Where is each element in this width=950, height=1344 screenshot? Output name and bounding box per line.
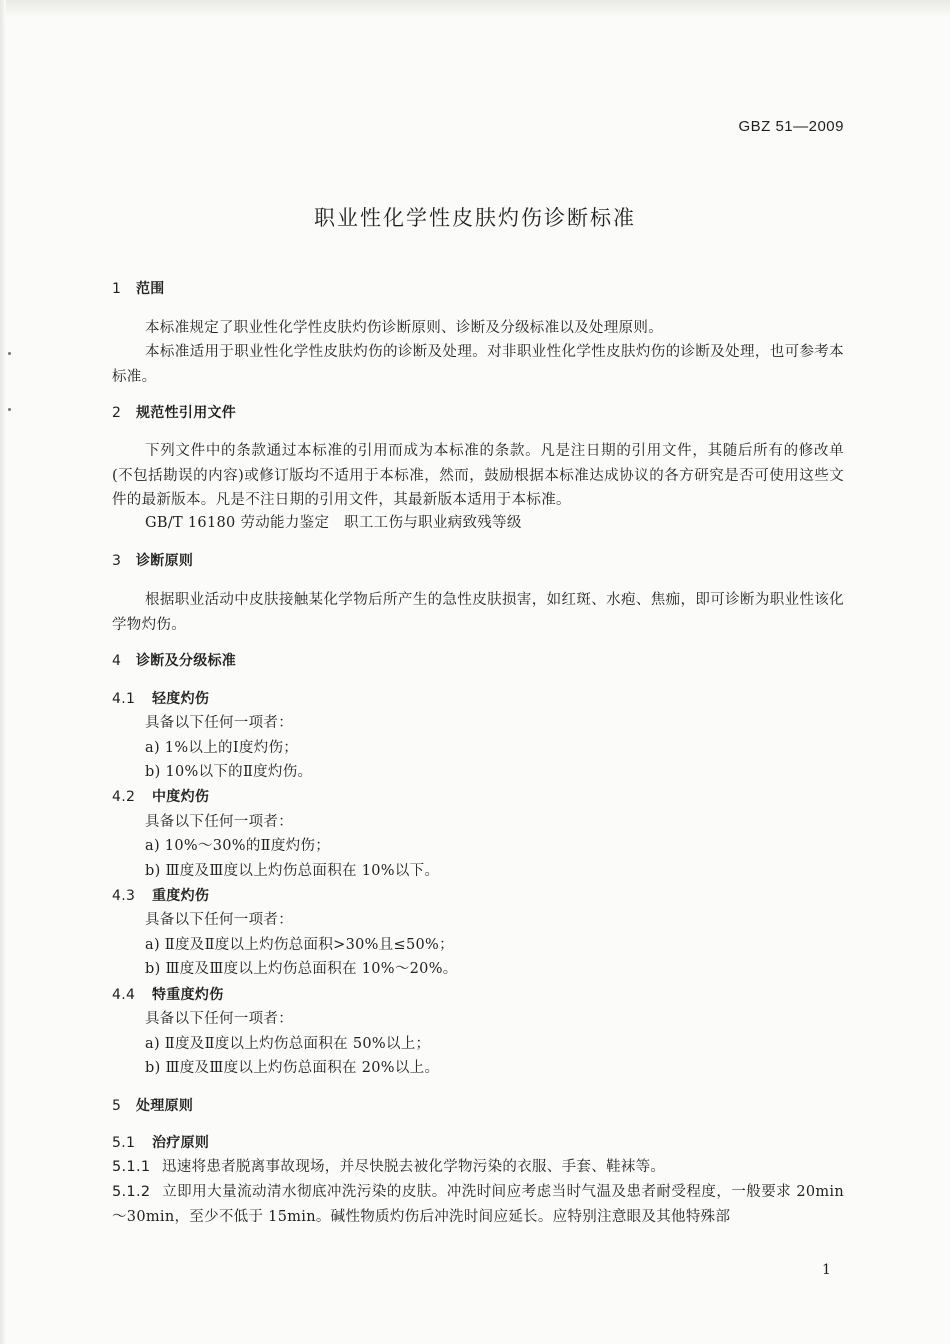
scan-speck: [8, 352, 11, 355]
scan-speck: [8, 408, 11, 411]
document-title: 职业性化学性皮肤灼伤诊断标准: [314, 206, 636, 230]
subsection-title: 特重度灼伤: [152, 987, 224, 1003]
subsection-4-3-heading: [112, 887, 209, 905]
subsection-4-2-heading: [112, 788, 209, 806]
section-title: 处理原则: [136, 1098, 194, 1114]
clause-5-1-2: [112, 1180, 844, 1229]
section-number: 4: [112, 653, 122, 669]
scan-border-top: [0, 0, 950, 18]
subsection-number: 4.1: [112, 691, 136, 707]
subsection-title: 中度灼伤: [152, 789, 210, 805]
section-title: 规范性引用文件: [136, 405, 237, 421]
normative-reference: GB/T 16180 劳动能力鉴定 职工工伤与职业病致残等级: [145, 515, 522, 531]
paragraph: 本标准规定了职业性化学性皮肤灼伤诊断原则、诊断及分级标准以及处理原则。: [145, 320, 663, 336]
list-item: b) Ⅲ度及Ⅲ度以上灼伤总面积在 20%以上。: [145, 1060, 440, 1076]
section-number: 1: [112, 281, 122, 297]
criteria-lead: 具备以下任何一项者：: [145, 715, 293, 731]
list-item: b) 10%以下的Ⅱ度灼伤。: [145, 764, 313, 780]
clause-5-1-1: [112, 1155, 844, 1180]
section-4-heading: [112, 652, 236, 670]
section-1-heading: [112, 280, 165, 298]
subsection-5-1-heading: [112, 1134, 209, 1152]
list-item: a) Ⅱ度及Ⅱ度以上灼伤总面积>30%且≤50%；: [145, 937, 454, 953]
subsection-number: 4.4: [112, 987, 136, 1003]
section-number: 2: [112, 405, 122, 421]
section-number: 3: [112, 553, 122, 569]
clause-text: 迅速将患者脱离事故现场，并尽快脱去被化学物污染的衣服、手套、鞋袜等。: [162, 1159, 666, 1175]
page-number: 1: [822, 1262, 831, 1278]
paragraph: 根据职业活动中皮肤接触某化学物后所产生的急性皮肤损害，如红斑、水疱、焦痂，即可诊断为职业性该化学物灼伤。: [112, 592, 844, 633]
section-number: 5: [112, 1098, 122, 1114]
criteria-lead: 具备以下任何一项者：: [145, 1011, 293, 1027]
paragraph: 本标准适用于职业性化学性皮肤灼伤的诊断及处理。对非职业性化学性皮肤灼伤的诊断及处理，也可参考本标准。: [112, 344, 844, 385]
subsection-number: 4.2: [112, 789, 136, 805]
list-item: a) 10%～30%的Ⅱ度灼伤；: [145, 838, 331, 854]
subsection-4-4-heading: [112, 986, 224, 1004]
subsection-number: 4.3: [112, 888, 136, 904]
section-title: 诊断原则: [136, 553, 194, 569]
list-item: b) Ⅲ度及Ⅲ度以上灼伤总面积在 10%以下。: [145, 863, 440, 879]
list-item: b) Ⅲ度及Ⅲ度以上灼伤总面积在 10%～20%。: [145, 961, 458, 977]
section-title: 范围: [136, 281, 165, 297]
subsection-title: 重度灼伤: [152, 888, 210, 904]
paragraph: 下列文件中的条款通过本标准的引用而成为本标准的条款。凡是注日期的引用文件，其随后所有的修改单(不包括勘误的内容)或修订版均不适用于本标准，然而，鼓励根据本标准达成协议的各方研究是否可使用这些文件的最新版本。凡是不注日期的引用文件，其最新版本适用于本标准。: [112, 443, 844, 508]
subsection-title: 轻度灼伤: [152, 691, 210, 707]
list-item: a) Ⅱ度及Ⅱ度以上灼伤总面积在 50%以上；: [145, 1036, 431, 1052]
section-title: 诊断及分级标准: [136, 653, 237, 669]
subsection-title: 治疗原则: [152, 1135, 210, 1151]
section-5-heading: [112, 1097, 193, 1115]
criteria-lead: 具备以下任何一项者：: [145, 814, 293, 830]
section-3-heading: [112, 552, 193, 570]
clause-number: 5.1.2: [112, 1184, 151, 1200]
subsection-4-1-heading: [112, 690, 209, 708]
clause-number: 5.1.1: [112, 1159, 151, 1175]
subsection-number: 5.1: [112, 1135, 136, 1151]
clause-text: 立即用大量流动清水彻底冲洗污染的皮肤。冲洗时间应考虑当时气温及患者耐受程度，一般要求 20min～30min，至少不低于 15min。碱性物质灼伤后冲洗时间应延长。应特别注意眼及其他特殊部: [112, 1184, 844, 1225]
standard-code: GBZ 51—2009: [738, 118, 844, 135]
criteria-lead: 具备以下任何一项者：: [145, 912, 293, 928]
section-2-heading: [112, 404, 236, 422]
list-item: a) 1%以上的Ⅰ度灼伤；: [145, 740, 299, 756]
